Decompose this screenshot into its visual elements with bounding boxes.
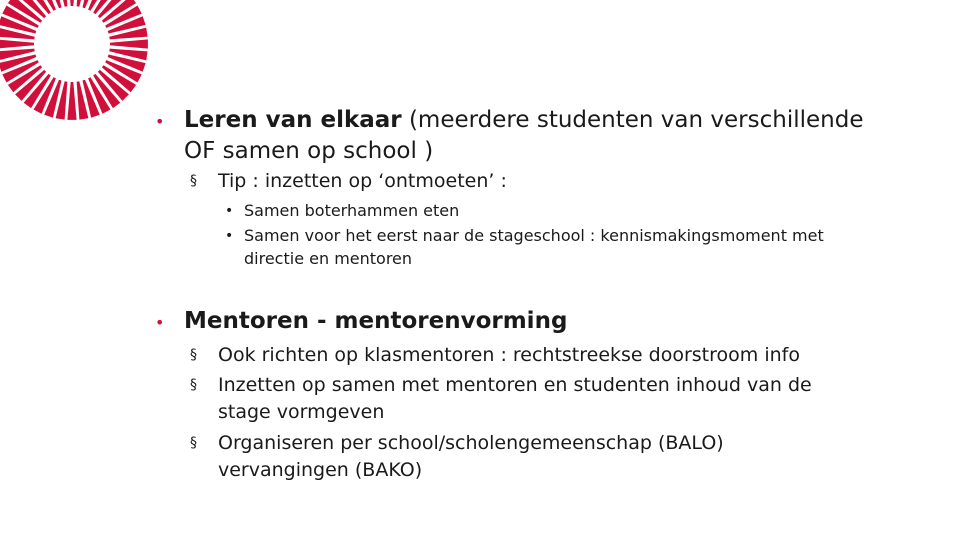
bullet-level1: • xyxy=(155,112,165,131)
bullet-level2: § xyxy=(190,435,197,451)
list-item: Inzetten op samen met mentoren en studenten inhoud van de xyxy=(218,374,812,396)
heading-bold-text: Leren van elkaar xyxy=(184,107,402,133)
bullet-level2: § xyxy=(190,347,197,363)
heading-rest-text: (meerdere studenten van verschillende xyxy=(401,107,864,133)
heading-continuation: OF samen op school ) xyxy=(184,138,434,164)
bullet-level2: § xyxy=(190,173,197,189)
bullet-level2: § xyxy=(190,377,197,393)
list-item-continuation: vervangingen (BAKO) xyxy=(218,459,423,481)
bullet-level3: • xyxy=(225,228,234,244)
heading-leren-van-elkaar xyxy=(184,105,863,135)
tip-text: Tip : inzetten op ‘ontmoeten’ : xyxy=(218,170,507,192)
list-item: Samen voor het eerst naar de stageschool : kennismakingsmoment met xyxy=(244,226,824,245)
bullet-level3: • xyxy=(225,203,234,219)
heading-mentoren xyxy=(184,306,567,336)
list-item-continuation: directie en mentoren xyxy=(244,249,413,268)
list-item: Ook richten op klasmentoren : rechtstreekse doorstroom info xyxy=(218,344,800,366)
list-item-continuation: stage vormgeven xyxy=(218,401,385,423)
bullet-level1: • xyxy=(155,313,165,332)
list-item: Organiseren per school/scholengemeenschap (BALO) xyxy=(218,432,724,454)
list-item: Samen boterhammen eten xyxy=(244,201,460,220)
heading-bold-text: Mentoren - mentorenvorming xyxy=(184,308,568,334)
